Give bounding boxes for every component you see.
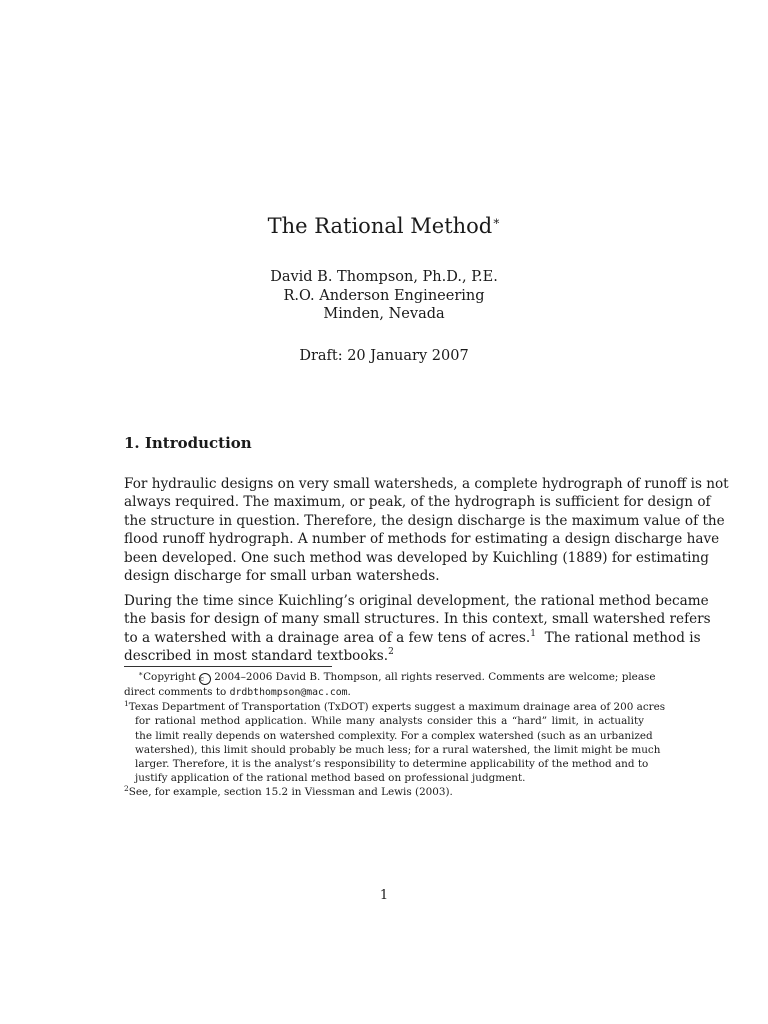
title-footnote-mark: ∗ <box>492 214 501 228</box>
footnote-line <box>124 685 644 700</box>
copyright-icon: c <box>199 673 211 685</box>
paragraph-line: flood runoff hydrograph. A number of methods for estimating a design discharge have <box>124 531 720 548</box>
paragraph-line: For hydraulic designs on very small watersheds, a complete hydrograph of runoff is not <box>124 476 729 492</box>
footnote-line: watershed), this limit should probably be much less; for a rural watershed, the limit might be much <box>135 743 661 756</box>
footnote-line: larger. Therefore, it is the analyst’s responsibility to determine applicability of the method and to <box>135 758 649 771</box>
paragraph-line-text: described in most standard textbooks. <box>124 648 389 665</box>
author-block <box>0 268 768 324</box>
footnote-line <box>124 699 666 714</box>
footnote-mark: ∗ <box>138 669 144 678</box>
author-affiliation: R.O. Anderson Engineering <box>283 287 485 304</box>
paragraph-line: been developed. One such method was developed by Kuichling (1889) for estimating <box>124 549 709 566</box>
paragraph-1 <box>124 475 729 585</box>
footnote-2 <box>124 785 644 799</box>
footnote-line <box>124 669 656 685</box>
footnote-line <box>124 785 644 799</box>
footnote-mark: 2 <box>124 784 129 794</box>
paragraph-line <box>124 647 644 665</box>
paragraph-line: During the time since Kuichling’s original development, the rational method became <box>124 593 709 609</box>
draft-date: Draft: 20 January 2007 <box>299 348 469 364</box>
footnote-text: 2004–2006 David B. Thompson, all rights reserved. Comments are welcome; please <box>214 671 656 683</box>
footnote-line: for rational method application. While many analysts consider this a “hard” limit, in actuality <box>135 715 644 728</box>
footnote-ref-1[interactable]: 1 <box>530 628 536 639</box>
paragraph-line <box>124 628 701 647</box>
footnote-text: direct comments to <box>124 686 227 698</box>
paragraph-line-text: to a watershed with a drainage area of a few tens of acres. <box>124 629 531 646</box>
footnote-1 <box>124 699 666 785</box>
footnote-line: justify application of the rational method based on professional judgment. <box>135 772 526 785</box>
paper-title <box>0 211 768 241</box>
section-heading: 1. Introduction <box>124 434 252 452</box>
paragraph-line-text: The rational method is <box>544 629 701 646</box>
email-link[interactable]: drdbthompson@mac.com <box>229 687 348 698</box>
footnote-text: Copyright <box>143 671 196 683</box>
footnote-text: See, for example, section 15.2 in Viessman and Lewis (2003). <box>128 786 453 799</box>
title-text: The Rational Method <box>267 214 493 238</box>
footnote-divider <box>124 666 332 667</box>
author-name: David B. Thompson, Ph.D., P.E. <box>270 269 498 285</box>
footnote-line: the limit really depends on watershed complexity. For a complex watershed (such as an urbanized <box>135 729 653 742</box>
paragraph-2 <box>124 592 711 666</box>
paragraph-line: the basis for design of many small structures. In this context, small watershed refers <box>124 611 711 628</box>
footnote-text: . <box>347 686 351 698</box>
footnote-ref-2[interactable]: 2 <box>388 647 394 658</box>
footnotes-block <box>124 669 666 800</box>
footnote-text: Texas Department of Transportation (TxDOT) experts suggest a maximum drainage area of 200 acres <box>128 701 666 714</box>
author-location: Minden, Nevada <box>323 306 445 322</box>
paragraph-line: always required. The maximum, or peak, of the hydrograph is sufficient for design of <box>124 494 711 511</box>
page-number: 1 <box>379 888 389 903</box>
footnote-mark: 1 <box>124 699 129 709</box>
paragraph-line: the structure in question. Therefore, the design discharge is the maximum value of the <box>124 512 725 529</box>
paragraph-line: design discharge for small urban watersheds. <box>124 568 440 585</box>
footnote-copyright <box>124 669 656 700</box>
